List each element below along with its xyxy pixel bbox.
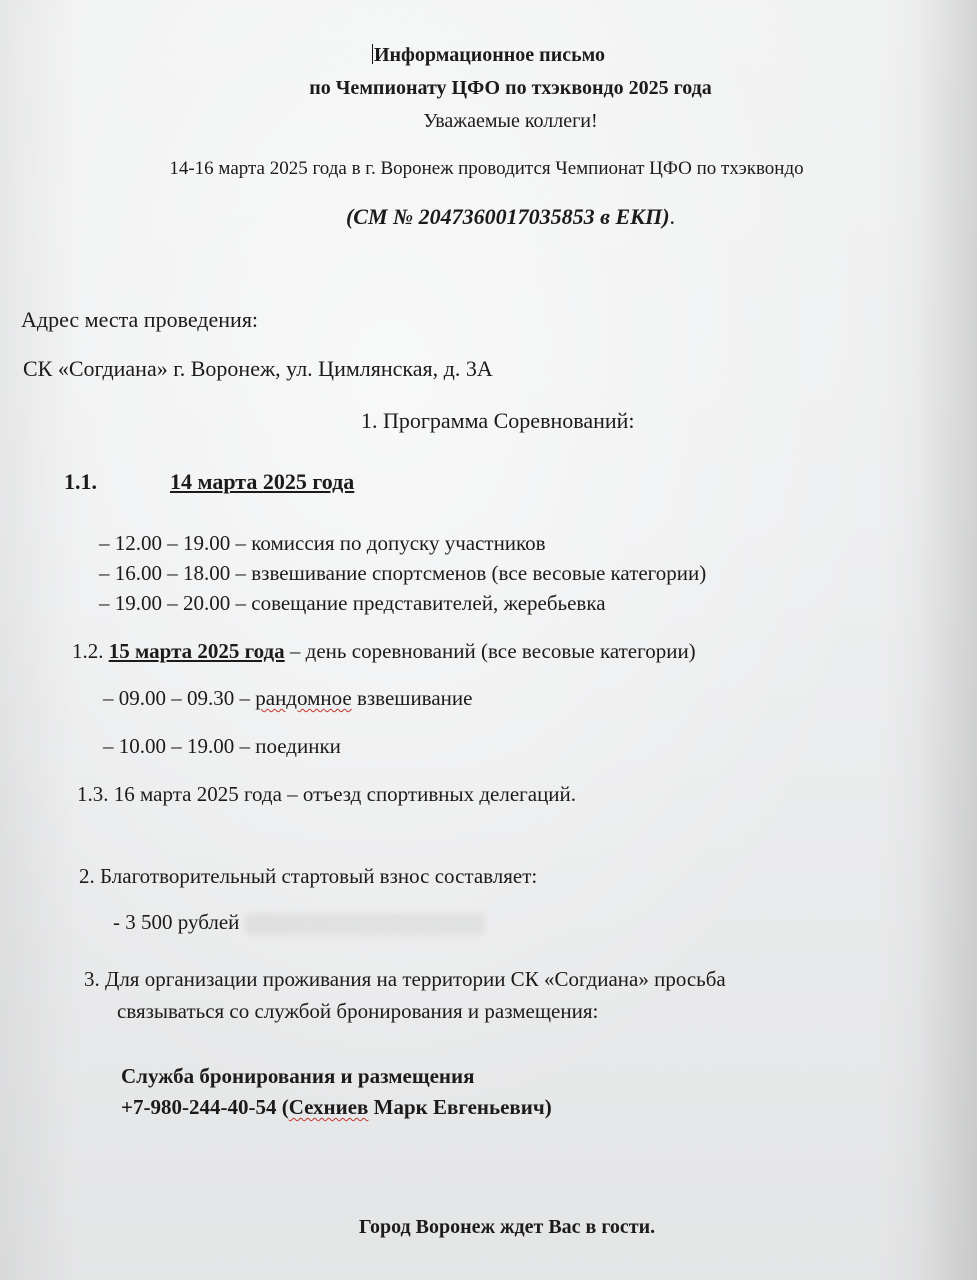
letter-title-text: Информационное письмо xyxy=(373,44,606,66)
section1-2-date: 15 марта 2025 года xyxy=(108,639,285,663)
schedule-item-suffix: взвешивание xyxy=(351,686,473,710)
section1-1-number: 1.1. xyxy=(64,469,97,494)
text-cursor xyxy=(372,44,373,64)
contact-surname: Сехниев xyxy=(288,1095,369,1119)
page-shadow xyxy=(917,0,977,1280)
ekp-number: (СМ № 2047360017035853 в ЕКП) xyxy=(345,204,670,229)
section1-heading: 1. Программа Соревнований: xyxy=(361,408,635,433)
booking-service-title: Служба бронирования и размещения xyxy=(121,1064,475,1088)
section1-1-date: 14 марта 2025 года xyxy=(170,469,355,494)
schedule-item: – 16.00 – 18.00 – взвешивание спортсменов (все весовые категории) xyxy=(99,561,707,585)
fee-amount: - 3 500 рублей xyxy=(113,910,240,934)
fee-line xyxy=(113,910,485,935)
schedule-item: – 12.00 – 19.00 – комиссия по допуску участников xyxy=(99,531,546,555)
contact-name: Марк Евгеньевич) xyxy=(368,1095,552,1119)
section3-line1: 3. Для организации проживания на территории СК «Согдиана» просьба xyxy=(84,967,726,991)
section1-2-number: 1.2. xyxy=(72,639,104,663)
section2-heading: 2. Благотворительный стартовый взнос составляет: xyxy=(79,864,538,888)
address-value: СК «Согдиана» г. Воронеж, ул. Цимлянская, д. 3А xyxy=(23,356,493,381)
phone-number: +7-980-244-40-54 ( xyxy=(121,1095,289,1119)
schedule-item: – 19.00 – 20.00 – совещание представителей, жеребьевка xyxy=(99,591,606,615)
schedule-item xyxy=(103,686,472,711)
spellcheck-word: рандомное xyxy=(255,686,352,710)
section3-line2: связываться со службой бронирования и размещения: xyxy=(117,999,599,1023)
schedule-item: – 10.00 – 19.00 – поединки xyxy=(103,734,341,758)
ekp-period: . xyxy=(669,204,676,229)
schedule-item-prefix: – 09.00 – 09.30 – xyxy=(103,686,256,710)
address-label: Адрес места проведения: xyxy=(21,307,259,332)
letter-title xyxy=(0,44,977,67)
letter-subtitle: по Чемпионату ЦФО по тхэквондо 2025 года xyxy=(309,77,712,99)
redacted-area xyxy=(245,913,485,935)
closing-line: Город Воронеж ждет Вас в гости. xyxy=(359,1216,656,1238)
section1-2-rest: – день соревнований (все весовые категории) xyxy=(284,639,696,663)
greeting: Уважаемые коллеги! xyxy=(423,110,598,132)
booking-service-phone xyxy=(121,1095,552,1120)
intro-text: 14-16 марта 2025 года в г. Воронеж проводится Чемпионат ЦФО по тхэквондо xyxy=(169,158,804,179)
section1-3-line: 1.3. 16 марта 2025 года – отъезд спортивных делегаций. xyxy=(77,782,577,806)
ekp-line xyxy=(22,204,977,230)
section1-2-line xyxy=(72,639,696,664)
